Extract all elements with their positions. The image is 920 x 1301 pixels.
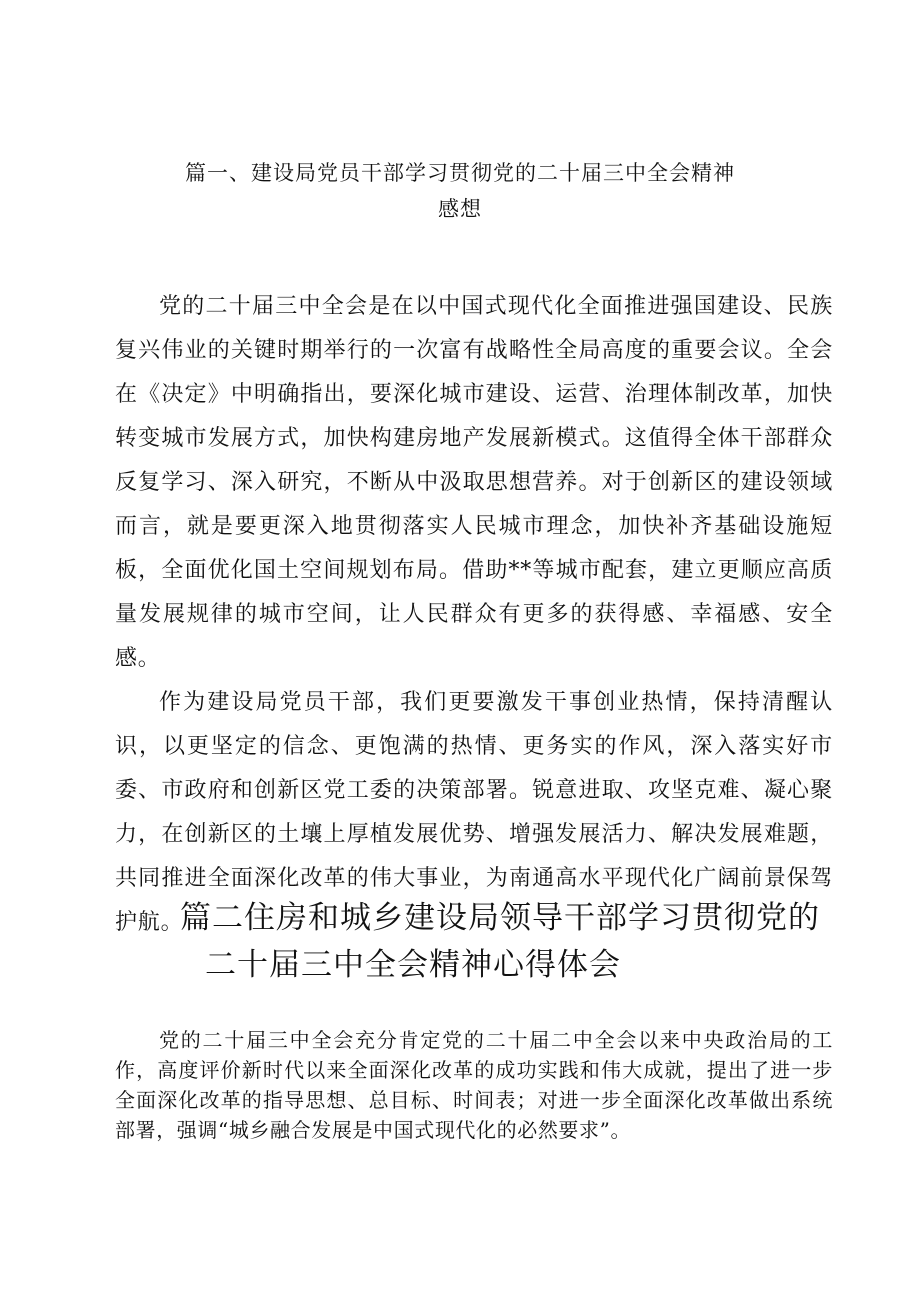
article-one-paragraph-1: 党的二十届三中全会是在以中国式现代化全面推进强国建设、民族复兴伟业的关键时期举行的一次富有战略性全局高度的重要会议。全会在《决定》中明确指出，要深化城市建设、运营、治理体制改革，加快转变城市发展方式，加快构建房地产发展新模式。这值得全体干部群众反复学习、深入研究，不断从中汲取思想营养。对于创新区的建设领域而言，就是要更深入地贯彻落实人民城市理念，加快补齐基础设施短板，全面优化国土空间规划布局。借助**等城市配套，建立更顺应高质量发展规律的城市空间，让人民群众有更多的获得感、幸福感、安全感。 xyxy=(115,294,833,671)
article-one-body xyxy=(115,285,833,945)
article-two-title xyxy=(150,895,850,989)
article-two-body xyxy=(115,1025,833,1145)
article-one-title-line2: 感想 xyxy=(438,197,482,221)
article-one-title xyxy=(120,155,800,227)
article-two-paragraph-1: 党的二十届三中全会充分肯定党的二十届二中全会以来中央政治局的工作，高度评价新时代以来全面深化改革的成功实践和伟大成就，提出了进一步全面深化改革的指导思想、总目标、时间表；对进一步全面深化改革做出系统部署，强调“城乡融合发展是中国式现代化的必然要求”。 xyxy=(115,1028,833,1142)
article-two-title-line1: 篇二住房和城乡建设局领导干部学习贯彻党的 xyxy=(180,900,820,936)
article-two-title-line2: 二十届三中全会精神心得体会 xyxy=(205,947,621,983)
article-one-title-line1: 篇一、建设局党员干部学习贯彻党的二十届三中全会精神 xyxy=(185,161,735,185)
article-one-paragraph-2: 作为建设局党员干部，我们更要激发干事创业热情，保持清醒认识，以更坚定的信念、更饱满的热情、更务实的作风，深入落实好市委、市政府和创新区党工委的决策部署。锐意进取、攻坚克难、凝心聚力，在创新区的土壤上厚植发展优势、增强发展活力、解决发展难题，共同推进全面深化改革的伟大事业，为南通高水平现代化广阔前景保驾护航。 xyxy=(115,690,833,935)
